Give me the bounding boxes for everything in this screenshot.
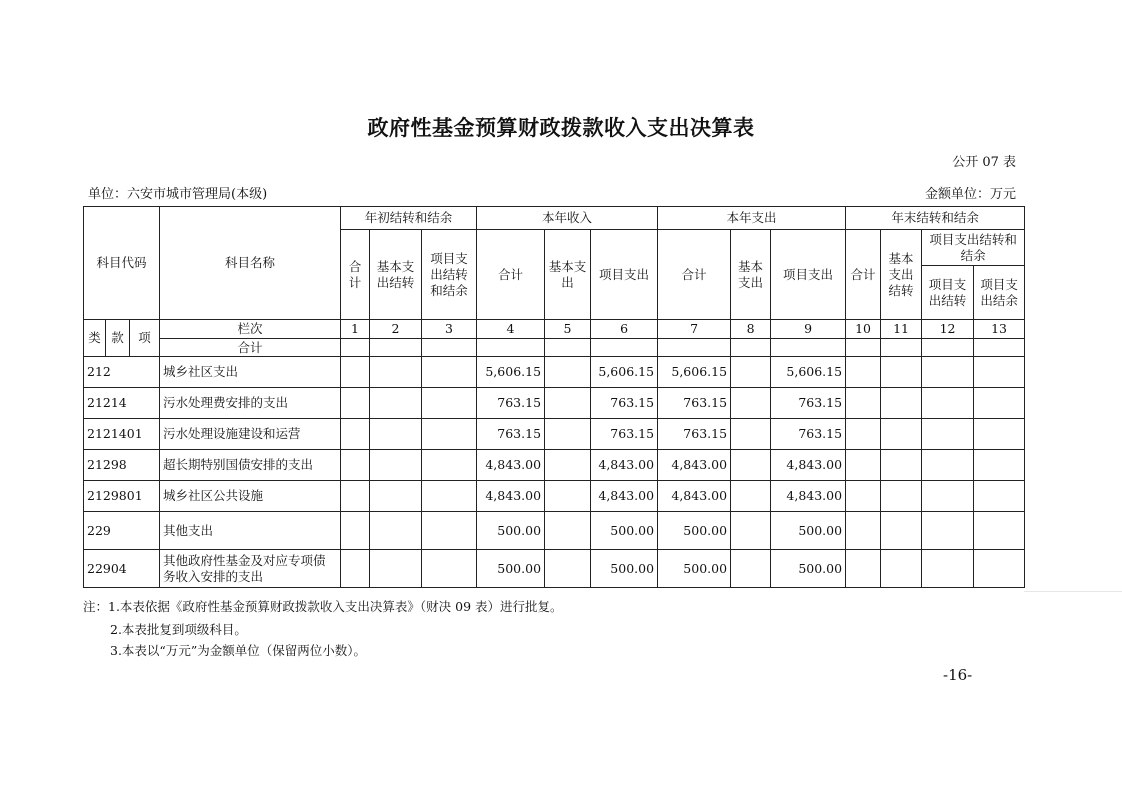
expense-total-value: 763.15 (658, 419, 731, 450)
income-total-value: 763.15 (477, 419, 545, 450)
income-total-value: 500.00 (477, 550, 545, 588)
col-num: 12 (922, 320, 974, 339)
header-row-1 (84, 207, 1025, 230)
note-1: 注：1.本表依据《政府性基金预算财政拨款收入支出决算表》（财决 09 表）进行批复。 (83, 599, 563, 614)
expense-project-value: 500.00 (771, 512, 846, 550)
income-total-value: 5,606.15 (477, 357, 545, 388)
col-num: 2 (370, 320, 422, 339)
row-name: 城乡社区支出 (160, 357, 341, 388)
header-closing-project-group: 项目支出结转和结余 (922, 230, 1025, 266)
row-code: 21214 (84, 388, 160, 419)
column-number-row (84, 320, 1025, 339)
table-row (84, 550, 1025, 588)
col-num: 8 (731, 320, 771, 339)
divider (1024, 591, 1122, 592)
row-name: 污水处理费安排的支出 (160, 388, 341, 419)
page-number: -16- (943, 666, 973, 684)
expense-project-value: 4,843.00 (771, 450, 846, 481)
row-code: 212 (84, 357, 160, 388)
header-xiang: 项 (130, 320, 160, 357)
expense-total-value: 4,843.00 (658, 481, 731, 512)
col-num: 5 (545, 320, 591, 339)
total-row (84, 339, 1025, 357)
income-project-value: 4,843.00 (591, 481, 658, 512)
note-2: 2.本表批复到项级科目。 (110, 622, 247, 637)
expense-total-value: 500.00 (658, 550, 731, 588)
amount-unit: 金额单位：万元 (924, 187, 1016, 202)
header-lanci: 栏次 (160, 320, 341, 339)
income-project-value: 500.00 (591, 550, 658, 588)
header-income-project: 项目支出 (591, 230, 658, 320)
table-row (84, 481, 1025, 512)
header-kuan: 款 (106, 320, 130, 357)
row-code: 2121401 (84, 419, 160, 450)
col-num: 1 (341, 320, 370, 339)
note-3: 3.本表以“万元”为金额单位（保留两位小数）。 (110, 643, 366, 658)
header-income-basic: 基本支出 (545, 230, 591, 320)
col-num: 6 (591, 320, 658, 339)
col-num: 4 (477, 320, 545, 339)
header-opening-total: 合计 (341, 230, 370, 320)
row-name: 污水处理设施建设和运营 (160, 419, 341, 450)
col-num: 10 (846, 320, 881, 339)
row-code: 229 (84, 512, 160, 550)
income-total-value: 4,843.00 (477, 450, 545, 481)
income-total-value: 4,843.00 (477, 481, 545, 512)
header-code: 科目代码 (84, 207, 160, 320)
table-row (84, 388, 1025, 419)
table-row (84, 419, 1025, 450)
header-closing-total: 合计 (846, 230, 881, 320)
expense-total-value: 500.00 (658, 512, 731, 550)
col-num: 9 (771, 320, 846, 339)
expense-total-value: 763.15 (658, 388, 731, 419)
total-label: 合计 (160, 339, 341, 357)
row-code: 22904 (84, 550, 160, 588)
row-name: 其他支出 (160, 512, 341, 550)
reporting-unit: 单位：六安市城市管理局(本级) (88, 187, 268, 202)
expense-project-value: 5,606.15 (771, 357, 846, 388)
income-project-value: 763.15 (591, 419, 658, 450)
table-row (84, 357, 1025, 388)
form-number: 公开 07 表 (952, 155, 1016, 170)
header-opening: 年初结转和结余 (341, 207, 477, 230)
table-row (84, 512, 1025, 550)
row-code: 21298 (84, 450, 160, 481)
expense-project-value: 763.15 (771, 388, 846, 419)
expense-total-value: 4,843.00 (658, 450, 731, 481)
income-total-value: 763.15 (477, 388, 545, 419)
page-title: 政府性基金预算财政拨款收入支出决算表 (367, 116, 755, 140)
income-project-value: 500.00 (591, 512, 658, 550)
expense-project-value: 4,843.00 (771, 481, 846, 512)
expense-project-value: 500.00 (771, 550, 846, 588)
header-expense-basic: 基本支出 (731, 230, 771, 320)
header-closing-project-carry: 项目支出结转 (922, 266, 974, 320)
income-project-value: 4,843.00 (591, 450, 658, 481)
col-num: 11 (881, 320, 922, 339)
header-income: 本年收入 (477, 207, 658, 230)
table-row (84, 450, 1025, 481)
col-num: 3 (422, 320, 477, 339)
row-code: 2129801 (84, 481, 160, 512)
header-expense-total: 合计 (658, 230, 731, 320)
row-name: 其他政府性基金及对应专项债务收入安排的支出 (160, 550, 341, 588)
budget-table (83, 206, 1025, 588)
header-opening-project: 项目支出结转和结余 (422, 230, 477, 320)
header-expense-project: 项目支出 (771, 230, 846, 320)
header-expense: 本年支出 (658, 207, 846, 230)
header-name: 科目名称 (160, 207, 341, 320)
col-num: 13 (974, 320, 1025, 339)
row-name: 城乡社区公共设施 (160, 481, 341, 512)
expense-total-value: 5,606.15 (658, 357, 731, 388)
col-num: 7 (658, 320, 731, 339)
expense-project-value: 763.15 (771, 419, 846, 450)
income-project-value: 5,606.15 (591, 357, 658, 388)
header-closing: 年末结转和结余 (846, 207, 1025, 230)
income-total-value: 500.00 (477, 512, 545, 550)
header-income-total: 合计 (477, 230, 545, 320)
income-project-value: 763.15 (591, 388, 658, 419)
header-closing-basic: 基本支出结转 (881, 230, 922, 320)
header-closing-project-balance: 项目支出结余 (974, 266, 1025, 320)
header-opening-basic: 基本支出结转 (370, 230, 422, 320)
header-lei: 类 (84, 320, 106, 357)
row-name: 超长期特别国债安排的支出 (160, 450, 341, 481)
